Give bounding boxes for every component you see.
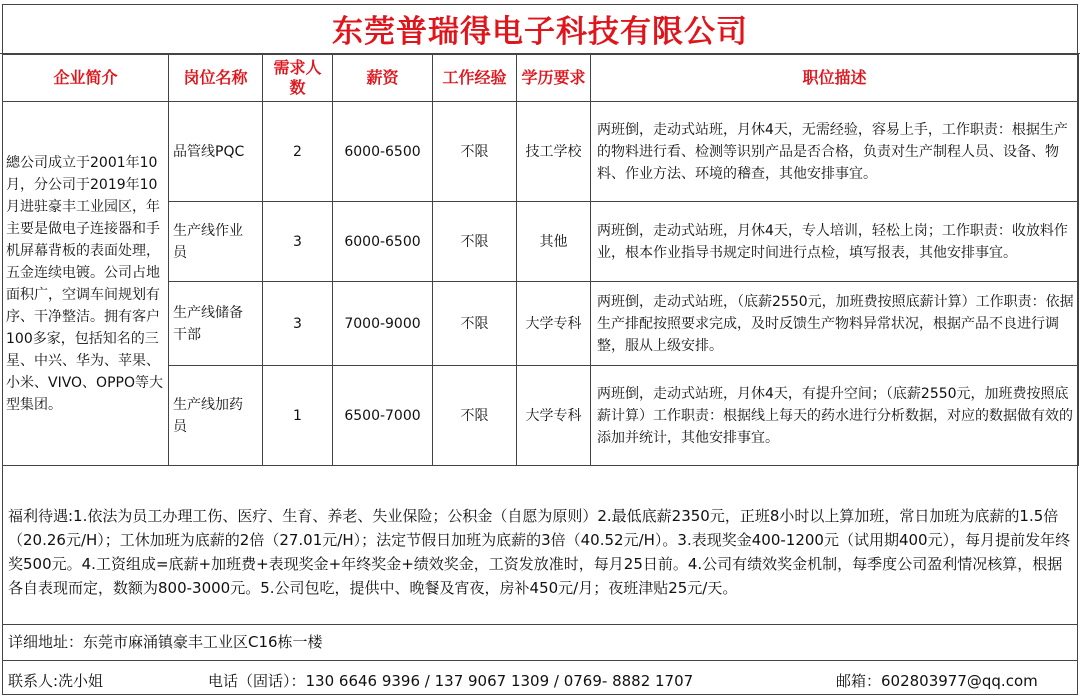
jobs-table: [2, 54, 1079, 466]
company-title: 东莞普瑞得电子科技有限公司: [0, 4, 1080, 54]
job-education: 大学专科: [517, 366, 591, 466]
job-count: 3: [263, 202, 333, 282]
job-name: 生产线加药员: [169, 366, 263, 466]
header-description: 职位描述: [591, 55, 1079, 102]
job-name: 品管线PQC: [169, 102, 263, 202]
header-education: 学历要求: [517, 55, 591, 102]
job-experience: 不限: [433, 102, 517, 202]
address-line: 详细地址：东莞市麻涌镇豪丰工业区C16栋一楼: [2, 624, 1078, 658]
job-salary: 7000-9000: [333, 282, 433, 366]
contact-person: 联系人:冼小姐: [8, 672, 104, 690]
job-salary: 6000-6500: [333, 202, 433, 282]
header-experience: 工作经验: [433, 55, 517, 102]
contact-phone: 电话（固话）：130 6646 9396 / 137 9067 1309 / 0769- 8882 1707: [208, 672, 694, 690]
job-education: 大学专科: [517, 282, 591, 366]
job-name: 生产线储备干部: [169, 282, 263, 366]
contact-bar: [2, 660, 1078, 695]
job-education: 技工学校: [517, 102, 591, 202]
job-description: 两班倒，走动式站班，月休4天，专人培训，轻松上岗；工作职责：收放料作业，根本作业指导书规定时间进行点检，填写报表，其他安排事宜。: [591, 202, 1079, 282]
job-experience: 不限: [433, 202, 517, 282]
job-description: 两班倒，走动式站班，月休4天，有提升空间；（底薪2550元，加班费按照底薪计算）工作职责：根据线上每天的药水进行分析数据，对应的数据做有效的添加并统计，其他安排事宜。: [591, 366, 1079, 466]
benefits-text: 福利待遇:1.依法为员工办理工伤、医疗、生育、养老、失业保险；公积金（自愿为原则）2.最低底薪2350元，正班8小时以上算加班，常日加班为底薪的1.5倍（20.26元/H）；工休加班为底薪的2倍（27.01元/H）；法定节假日加班为底薪的3倍（40.52元/H）。3.表现奖金400-1200元（试用期400元），每月提前发年终奖500元。4.工资组成=底薪+加班费+表现奖金+年终奖金+绩效奖金，工资发放准时，每月25日前。4.公司有绩效奖金机制，每季度公司盈利情况核算，根据各自表现而定，数额为800-3000元。5.公司包吃，提供中、晚餐及宵夜，房补450元/月；夜班津贴25元/天。: [8, 507, 1071, 597]
company-intro-text: 總公司成立于2001年10月，分公司于2019年10月进驻豪丰工业园区，年主要是做电子连接器和手机屏幕背板的表面处理，五金连续电镀。公司占地面积广，空调车间规划有序、干净整洁。拥有客户100多家，包括知名的三星、中兴、华为、苹果、小米、VIVO、OPPO等大型集团。: [3, 102, 169, 466]
header-position: 岗位名称: [169, 55, 263, 102]
contact-email[interactable]: 邮箱：602803977@qq.com: [836, 672, 1038, 690]
job-salary: 6500-7000: [333, 366, 433, 466]
job-experience: 不限: [433, 282, 517, 366]
job-description: 两班倒，走动式站班，（底薪2550元，加班费按照底薪计算）工作职责：依据生产排配按照要求完成，及时反馈生产物料异常状况，根据产品不良进行调整，服从上级安排。: [591, 282, 1079, 366]
job-count: 1: [263, 366, 333, 466]
job-description: 两班倒，走动式站班，月休4天，无需经验，容易上手，工作职责：根据生产的物料进行看、检测等识别产品是否合格，负责对生产制程人员、设备、物料、作业方法、环境的稽查，其他安排事宜。: [591, 102, 1079, 202]
job-salary: 6000-6500: [333, 102, 433, 202]
header-company-intro: 企业简介: [3, 55, 169, 102]
job-experience: 不限: [433, 366, 517, 466]
header-headcount: 需求人数: [263, 55, 333, 102]
table-row: [3, 102, 1079, 202]
job-count: 2: [263, 102, 333, 202]
header-salary: 薪资: [333, 55, 433, 102]
job-name: 生产线作业员: [169, 202, 263, 282]
job-education: 其他: [517, 202, 591, 282]
job-count: 3: [263, 282, 333, 366]
table-header-row: [3, 55, 1079, 102]
